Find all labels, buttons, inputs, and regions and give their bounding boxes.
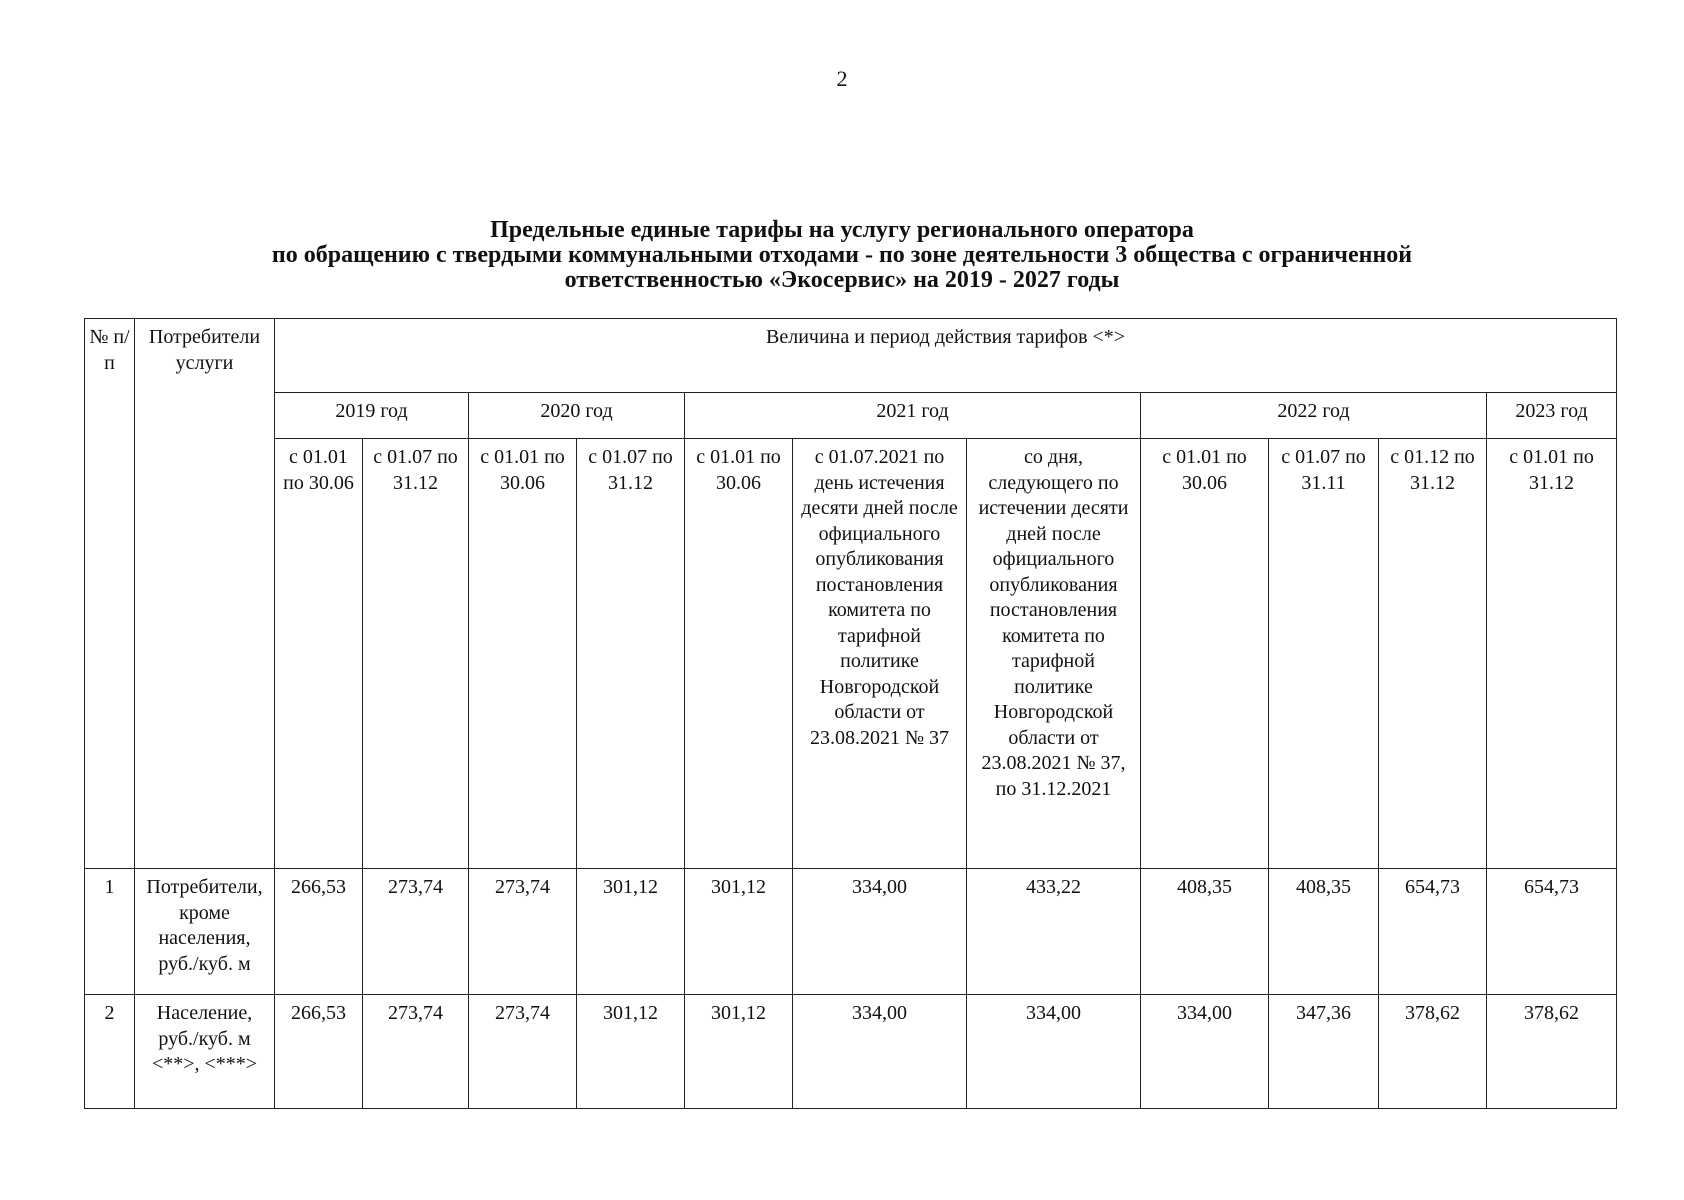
tariff-value: 408,35 — [1141, 869, 1269, 995]
tariff-value: 273,74 — [363, 995, 469, 1109]
page-number: 2 — [836, 66, 848, 91]
tariff-value: 273,74 — [469, 995, 577, 1109]
tariff-value: 334,00 — [793, 869, 967, 995]
tariff-value: 334,00 — [1141, 995, 1269, 1109]
header-consumers: Потребители услуги — [135, 319, 275, 869]
period-header: с 01.01 по 30.06 — [275, 439, 363, 869]
row-number: 1 — [85, 869, 135, 995]
tariff-value: 347,36 — [1269, 995, 1379, 1109]
tariff-value: 301,12 — [577, 869, 685, 995]
tariff-value: 378,62 — [1379, 995, 1487, 1109]
year-2022: 2022 год — [1141, 393, 1487, 439]
row-consumer: Население, руб./куб. м <**>, <***> — [135, 995, 275, 1109]
period-header: с 01.07 по 31.11 — [1269, 439, 1379, 869]
tariff-value: 266,53 — [275, 869, 363, 995]
document-title — [150, 218, 1534, 293]
header-number: № п/п — [85, 319, 135, 869]
tariff-value: 378,62 — [1487, 995, 1617, 1109]
tariff-value: 301,12 — [685, 995, 793, 1109]
tariff-value: 273,74 — [363, 869, 469, 995]
row-number: 2 — [85, 995, 135, 1109]
tariff-value: 654,73 — [1379, 869, 1487, 995]
period-header: с 01.01 по 31.12 — [1487, 439, 1617, 869]
period-header: с 01.07.2021 по день истечения десяти дней после официального опубликования постановления комитета по тарифной политике Новгородской области от 23.08.2021 № 37 — [793, 439, 967, 869]
period-header: с 01.01 по 30.06 — [1141, 439, 1269, 869]
year-2021: 2021 год — [685, 393, 1141, 439]
tariff-value: 301,12 — [577, 995, 685, 1109]
title-line-2: по обращению с твердыми коммунальными отходами - по зоне деятельности 3 общества с ограниченной — [271, 242, 1413, 268]
table-row — [85, 869, 1617, 995]
year-2023: 2023 год — [1487, 393, 1617, 439]
period-header: с 01.01 по 30.06 — [685, 439, 793, 869]
tariff-value: 334,00 — [793, 995, 967, 1109]
title-line-1: Предельные единые тарифы на услугу регионального оператора — [490, 217, 1194, 243]
period-header: с 01.07 по 31.12 — [363, 439, 469, 869]
title-line-3: ответственностью «Экосервис» на 2019 - 2027 годы — [564, 267, 1120, 293]
tariff-value: 654,73 — [1487, 869, 1617, 995]
row-consumer: Потребители, кроме населения, руб./куб. м — [135, 869, 275, 995]
period-header: с 01.07 по 31.12 — [577, 439, 685, 869]
tariff-table — [84, 318, 1617, 1109]
tariff-value: 266,53 — [275, 995, 363, 1109]
tariff-value: 301,12 — [685, 869, 793, 995]
year-2019: 2019 год — [275, 393, 469, 439]
period-header: с 01.12 по 31.12 — [1379, 439, 1487, 869]
year-2020: 2020 год — [469, 393, 685, 439]
header-tariff-period: Величина и период действия тарифов <*> — [275, 319, 1617, 393]
tariff-value: 334,00 — [967, 995, 1141, 1109]
period-header: со дня, следующего по истечении десяти дней после официального опубликования постановления комитета по тарифной политике Новгородской области от 23.08.2021 № 37, по 31.12.2021 — [967, 439, 1141, 869]
period-header: с 01.01 по 30.06 — [469, 439, 577, 869]
tariff-value: 273,74 — [469, 869, 577, 995]
tariff-value: 408,35 — [1269, 869, 1379, 995]
table-row — [85, 995, 1617, 1109]
tariff-value: 433,22 — [967, 869, 1141, 995]
